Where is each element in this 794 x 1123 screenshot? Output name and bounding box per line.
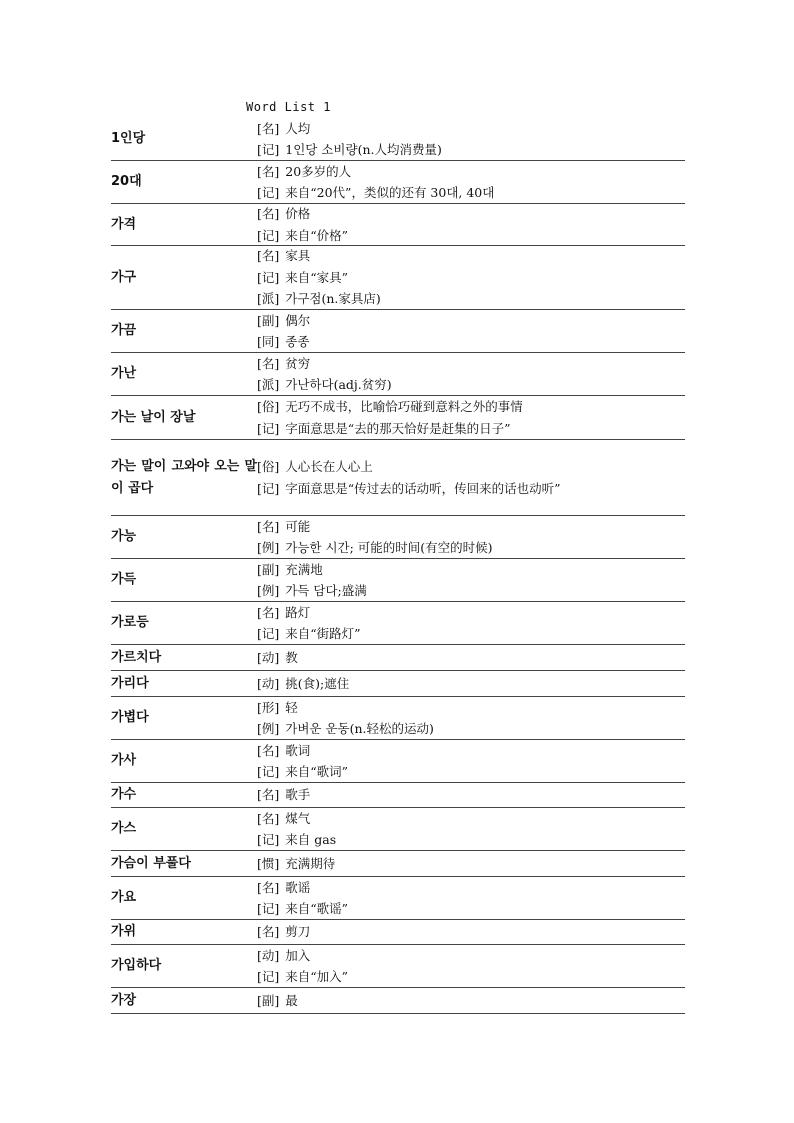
sense-line [257, 647, 685, 669]
sense-text: 剪刀 [285, 924, 311, 940]
sense-tag: [名] [257, 248, 280, 264]
senses [257, 118, 685, 161]
sense-text: 가득 담다;盛满 [285, 583, 367, 598]
sense-tag: [形] [257, 699, 280, 715]
sense-line [257, 966, 685, 988]
sense-text: 贫穷 [285, 355, 311, 371]
sense-line [257, 673, 685, 695]
senses [257, 945, 685, 988]
senses [257, 456, 685, 499]
headword: 가로등 [111, 615, 149, 630]
sense-tag: [惯] [257, 855, 280, 871]
sense-text: 来自“20代”，类似的还有 30대, 40대 [285, 185, 495, 200]
headword: 가난 [111, 366, 137, 381]
sense-line [257, 945, 685, 967]
entry-row [111, 808, 685, 851]
sense-line [257, 898, 685, 920]
sense-line [257, 853, 685, 875]
sense-tag: [名] [257, 163, 280, 179]
senses [257, 673, 685, 695]
senses [257, 784, 685, 806]
entry-row [111, 246, 685, 310]
sense-text: 偶尔 [285, 312, 311, 328]
sense-tag: [副] [257, 992, 280, 1008]
entry-row [111, 353, 685, 396]
sense-line [257, 580, 685, 602]
sense-text: 可能 [285, 518, 311, 534]
senses [257, 921, 685, 943]
sense-tag: [俗] [257, 459, 280, 474]
senses [257, 516, 685, 559]
headword: 가사 [111, 753, 137, 768]
sense-text: 充满期待 [285, 855, 336, 871]
entry-row [111, 783, 685, 808]
sense-text: 无巧不成书，比喻恰巧碰到意料之外的事情 [285, 399, 523, 414]
headword: 20대 [111, 174, 142, 189]
sense-line [257, 740, 685, 762]
sense-line [257, 267, 685, 289]
sense-line [257, 990, 685, 1012]
sense-line [257, 829, 685, 851]
sense-line [257, 396, 685, 418]
sense-tag: [名] [257, 879, 280, 895]
headword: 가슴이 부풀다 [111, 855, 191, 871]
sense-tag: [副] [257, 561, 280, 577]
sense-tag: [记] [257, 626, 280, 641]
senses [257, 853, 685, 875]
sense-text: 20多岁的人 [285, 163, 352, 179]
entry-row [111, 671, 685, 697]
sense-text: 挑(食);遮住 [285, 675, 350, 691]
sense-tag: [记] [257, 764, 280, 779]
headword: 가는 말이 고와야 오는 말이 곱다 [111, 458, 257, 496]
senses [257, 740, 685, 783]
entries-table [111, 118, 685, 1014]
entry-row [111, 920, 685, 945]
headword: 가격 [111, 216, 137, 232]
sense-tag: [动] [257, 947, 280, 963]
sense-line [257, 623, 685, 645]
senses [257, 310, 685, 353]
sense-line [257, 374, 685, 396]
sense-text: 价格 [285, 206, 311, 221]
sense-tag: [例] [257, 721, 280, 736]
sense-text: 教 [285, 649, 298, 665]
senses [257, 647, 685, 669]
sense-text: 가난하다(adj.贫穷) [285, 377, 392, 392]
sense-text: 轻 [285, 699, 298, 715]
sense-text: 人心长在人心上 [285, 459, 373, 474]
entry-row [111, 697, 685, 740]
sense-text: 歌词 [285, 742, 311, 758]
sense-tag: [记] [257, 832, 280, 847]
sense-text: 来自“家具” [285, 269, 349, 285]
sense-text: 歌谣 [285, 879, 311, 895]
headword: 가르치다 [111, 649, 162, 665]
sense-tag: [派] [257, 377, 280, 392]
entry-row [111, 161, 685, 204]
sense-tag: [记] [257, 969, 280, 984]
sense-line [257, 353, 685, 375]
sense-tag: [同] [257, 334, 280, 349]
sense-text: 加入 [285, 947, 311, 963]
sense-line [257, 877, 685, 899]
entry-row [111, 118, 685, 161]
sense-text: 来自“歌谣” [285, 901, 349, 916]
senses [257, 990, 685, 1012]
sense-text: 人均 [285, 120, 311, 136]
sense-text: 家具 [285, 248, 311, 264]
sense-line [257, 537, 685, 559]
senses [257, 602, 685, 645]
sense-line [257, 288, 685, 310]
sense-tag: [名] [257, 355, 280, 371]
sense-line [257, 761, 685, 783]
headword: 가수 [111, 787, 137, 802]
sense-text: 来自“歌词” [285, 764, 349, 779]
entry-row [111, 877, 685, 920]
sense-tag: [副] [257, 312, 280, 328]
sense-text: 가벼운 운동(n.轻松的运动) [285, 721, 434, 736]
entry-row [111, 851, 685, 877]
sense-tag: [动] [257, 675, 280, 691]
sense-text: 煤气 [285, 810, 311, 826]
headword: 가구 [111, 269, 137, 285]
headword: 1인당 [111, 131, 146, 146]
sense-line [257, 203, 685, 225]
sense-text: 字面意思是“传过去的话动听，传回来的话也动听” [285, 480, 561, 496]
sense-line [257, 808, 685, 830]
headword: 가장 [111, 992, 137, 1008]
senses [257, 559, 685, 602]
sense-line [257, 310, 685, 332]
entry-row [111, 645, 685, 671]
headword: 가득 [111, 572, 137, 587]
sense-line [257, 161, 685, 183]
sense-text: 字面意思是“去的那天恰好是赶集的日子” [285, 420, 511, 436]
senses [257, 161, 685, 204]
entry-row [111, 204, 685, 246]
sense-line [257, 331, 685, 353]
headword: 가리다 [111, 675, 149, 691]
sense-tag: [派] [257, 291, 280, 307]
sense-text: 来自“加入” [285, 969, 349, 984]
senses [257, 353, 685, 396]
senses [257, 877, 685, 920]
entry-row [111, 945, 685, 988]
entry-row [111, 559, 685, 602]
sense-tag: [名] [257, 206, 280, 221]
headword: 가끔 [111, 323, 137, 338]
sense-tag: [记] [257, 227, 280, 243]
headword: 가볍다 [111, 710, 149, 725]
sense-tag: [例] [257, 540, 280, 555]
entry-row [111, 396, 685, 440]
sense-tag: [名] [257, 604, 280, 620]
senses [257, 203, 685, 246]
headword: 가스 [111, 821, 137, 836]
sense-text: 来自“价格” [285, 227, 349, 243]
list-title: Word List 1 [246, 100, 331, 114]
headword: 가요 [111, 890, 137, 905]
sense-line [257, 602, 685, 624]
sense-text: 最 [285, 992, 298, 1008]
sense-tag: [俗] [257, 399, 280, 414]
headword: 가능 [111, 529, 137, 544]
sense-text: 路灯 [285, 604, 311, 620]
sense-line [257, 478, 685, 500]
senses [257, 808, 685, 851]
headword: 가위 [111, 924, 137, 939]
sense-line [257, 921, 685, 943]
sense-line [257, 718, 685, 740]
sense-line [257, 225, 685, 247]
headword: 가입하다 [111, 958, 162, 973]
entry-row [111, 988, 685, 1014]
sense-line [257, 784, 685, 806]
sense-tag: [记] [257, 420, 280, 436]
sense-line [257, 516, 685, 538]
sense-text: 종종 [285, 334, 310, 349]
sense-tag: [名] [257, 810, 280, 826]
sense-tag: [名] [257, 787, 280, 803]
sense-tag: [记] [257, 901, 280, 916]
sense-tag: [名] [257, 924, 280, 940]
sense-text: 歌手 [285, 787, 311, 803]
sense-line [257, 245, 685, 267]
entry-row [111, 440, 685, 516]
sense-text: 가구점(n.家具店) [285, 291, 381, 307]
sense-text: 来自 gas [285, 832, 337, 847]
senses [257, 697, 685, 740]
entry-row [111, 740, 685, 783]
sense-text: 1인당 소비량(n.人均消费量) [285, 142, 442, 157]
sense-text: 来自“街路灯” [285, 626, 361, 641]
sense-line [257, 118, 685, 140]
sense-tag: [名] [257, 742, 280, 758]
sense-tag: [记] [257, 142, 280, 157]
sense-line [257, 697, 685, 719]
sense-text: 充满地 [285, 561, 323, 577]
headword: 가는 날이 장날 [111, 409, 196, 425]
senses [257, 245, 685, 310]
sense-line [257, 456, 685, 478]
sense-text: 가능한 시간; 可能的时间(有空的时候) [285, 540, 493, 555]
sense-line [257, 182, 685, 204]
senses [257, 396, 685, 439]
sense-tag: [动] [257, 649, 280, 665]
sense-tag: [名] [257, 518, 280, 534]
sense-tag: [例] [257, 583, 280, 598]
entry-row [111, 602, 685, 645]
sense-tag: [记] [257, 185, 280, 200]
sense-tag: [名] [257, 120, 280, 136]
entry-row [111, 310, 685, 353]
entry-row [111, 516, 685, 559]
sense-line [257, 418, 685, 440]
sense-tag: [记] [257, 480, 280, 496]
sense-line [257, 559, 685, 581]
sense-line [257, 139, 685, 161]
sense-tag: [记] [257, 269, 280, 285]
